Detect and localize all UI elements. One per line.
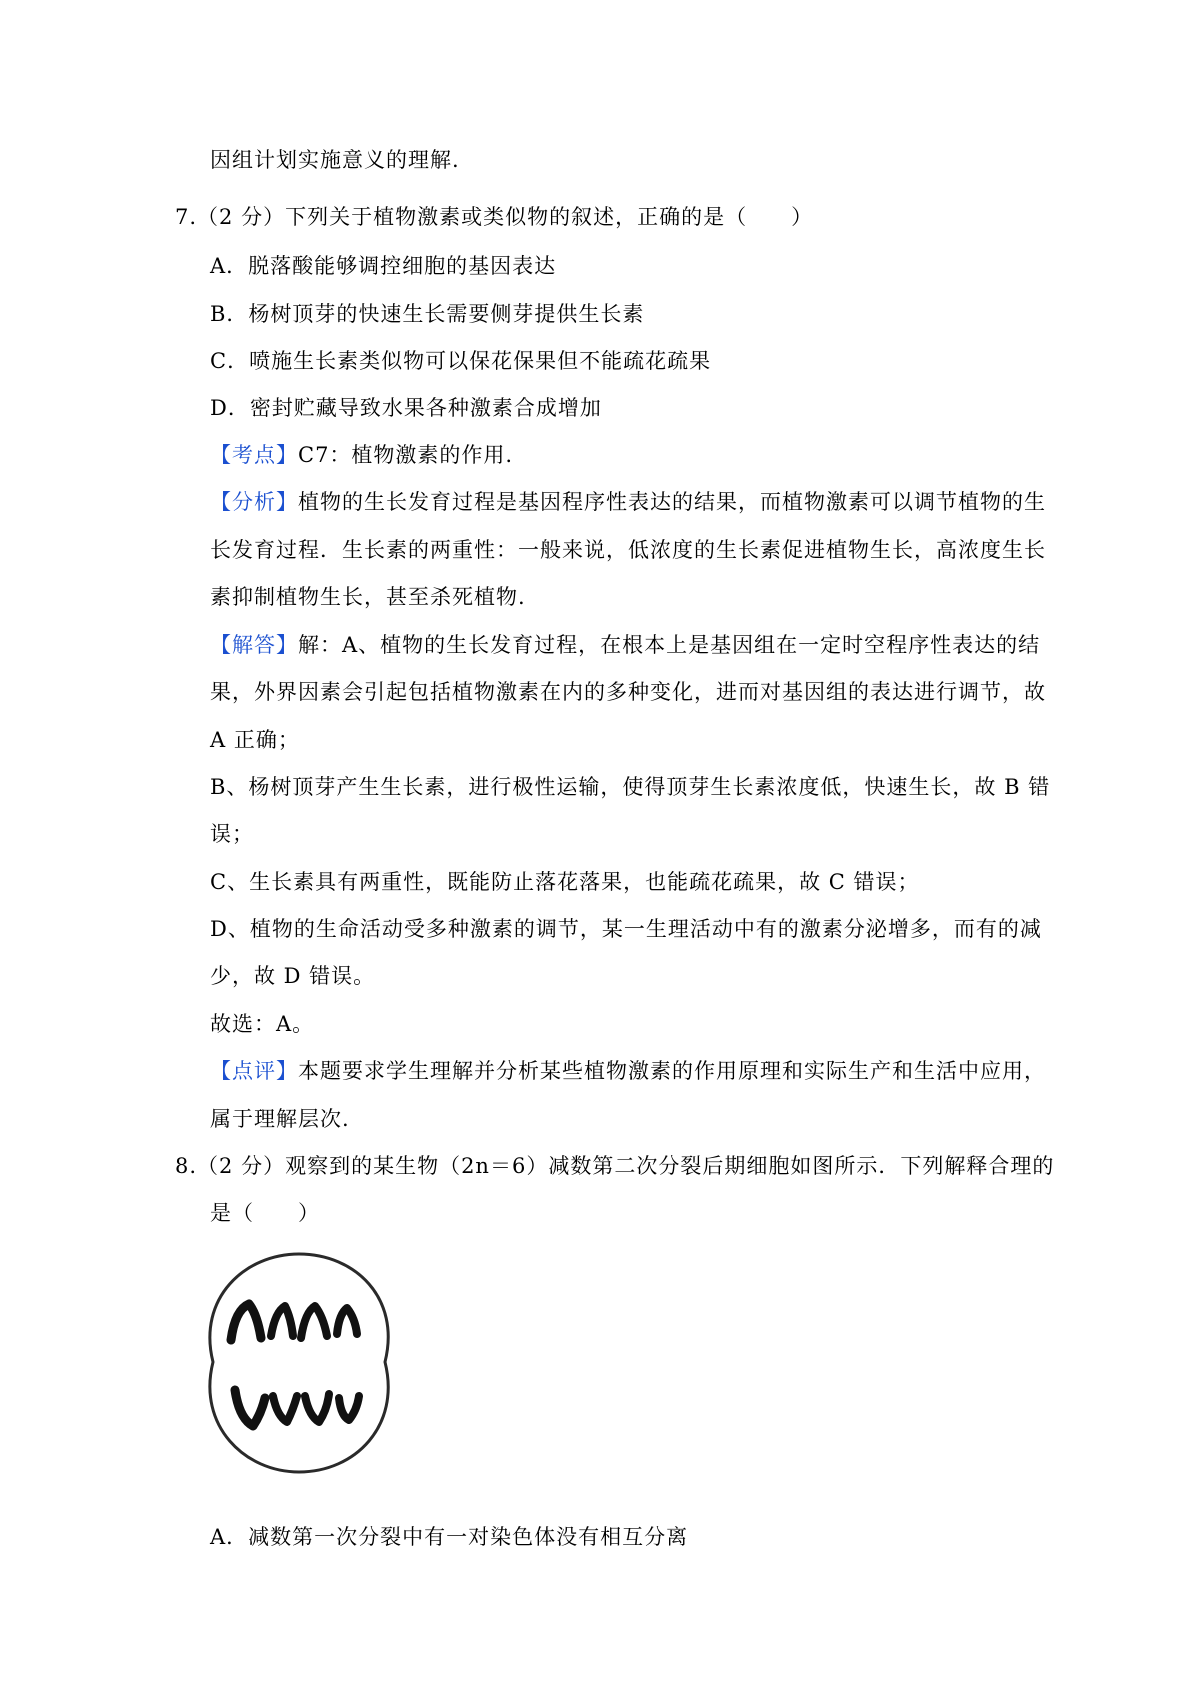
jieda-line-5: 误； bbox=[210, 822, 254, 846]
jieda-line-3: A 正确； bbox=[210, 728, 300, 752]
jieda-line-4: B、杨树顶芽产生生长素，进行极性运输，使得顶芽生长素浓度低，快速生长，故 B 错 bbox=[210, 775, 1051, 799]
kaodian-text: C7：植物激素的作用. bbox=[298, 443, 514, 467]
dianping-line-1: 本题要求学生理解并分析某些植物激素的作用原理和实际生产和生活中应用， bbox=[298, 1059, 1046, 1083]
question-8-stem-line-2: 是（ ） bbox=[210, 1201, 320, 1225]
fenxi-line-1: 植物的生长发育过程是基因程序性表达的结果，而植物激素可以调节植物的生 bbox=[298, 490, 1046, 514]
dianping-line-2: 属于理解层次. bbox=[210, 1107, 350, 1131]
fenxi-line-2: 长发育过程．生长素的两重性：一般来说，低浓度的生长素促进植物生长，高浓度生长 bbox=[210, 538, 1046, 562]
question-7-option-b: B．杨树顶芽的快速生长需要侧芽提供生长素 bbox=[210, 302, 645, 326]
jieda-line-8: 少，故 D 错误。 bbox=[210, 964, 376, 988]
jieda-tag: 【解答】 bbox=[210, 633, 298, 657]
question-8-stem-line-1: 8.（2 分）观察到的某生物（2n＝6）减数第二次分裂后期细胞如图所示．下列解释合理的 bbox=[175, 1154, 1055, 1178]
question-7-option-d: D．密封贮藏导致水果各种激素合成增加 bbox=[210, 396, 602, 420]
dianping-section bbox=[210, 1057, 1046, 1085]
kaodian-section bbox=[210, 441, 513, 469]
jieda-line-2: 果，外界因素会引起包括植物激素在内的多种变化，进而对基因组的表达进行调节，故 bbox=[210, 680, 1046, 704]
cell-membrane bbox=[210, 1254, 388, 1472]
dividing-cell-figure bbox=[205, 1248, 393, 1478]
previous-answer-continuation: 因组计划实施意义的理解. bbox=[210, 148, 460, 172]
question-7-option-a: A．脱落酸能够调控细胞的基因表达 bbox=[210, 254, 557, 278]
question-7-option-c: C．喷施生长素类似物可以保花保果但不能疏花疏果 bbox=[210, 349, 712, 373]
jieda-section bbox=[210, 631, 1040, 659]
jieda-line-6: C、生长素具有两重性，既能防止落花落果，也能疏花疏果，故 C 错误； bbox=[210, 870, 920, 894]
jieda-line-7: D、植物的生命活动受多种激素的调节，某一生理活动中有的激素分泌增多，而有的减 bbox=[210, 917, 1042, 941]
jieda-line-9: 故选：A。 bbox=[210, 1012, 315, 1036]
jieda-line-1: 解：A、植物的生长发育过程，在根本上是基因组在一定时空程序性表达的结 bbox=[298, 633, 1041, 657]
question-8-option-a: A．减数第一次分裂中有一对染色体没有相互分离 bbox=[210, 1525, 689, 1549]
question-7-stem: 7.（2 分）下列关于植物激素或类似物的叙述，正确的是（ ） bbox=[175, 205, 814, 229]
dianping-tag: 【点评】 bbox=[210, 1059, 298, 1083]
fenxi-section bbox=[210, 488, 1046, 516]
fenxi-tag: 【分析】 bbox=[210, 490, 298, 514]
fenxi-line-3: 素抑制植物生长，甚至杀死植物. bbox=[210, 585, 526, 609]
kaodian-tag: 【考点】 bbox=[210, 443, 298, 467]
